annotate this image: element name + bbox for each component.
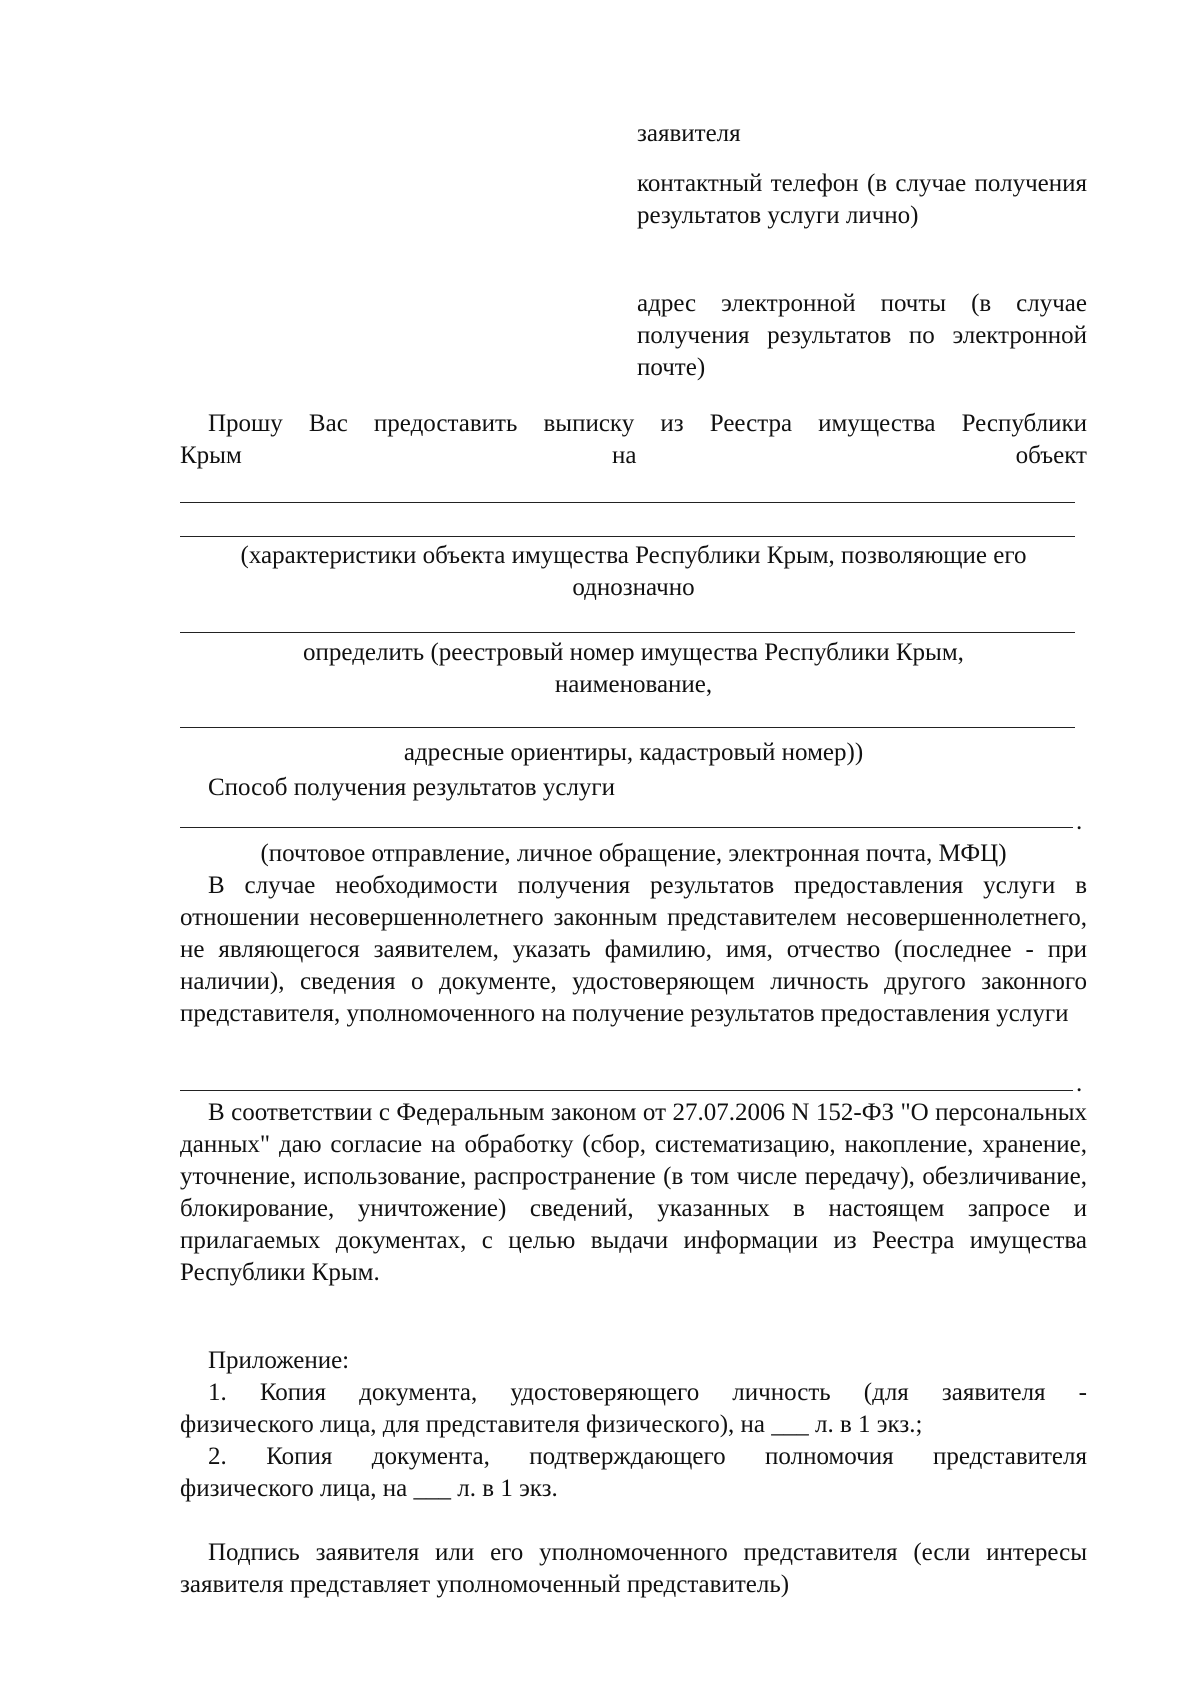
request-word-krym: Крым <box>180 442 242 469</box>
delivery-label: Способ получения результатов услуги <box>208 774 616 801</box>
request-word-na: на <box>612 442 637 469</box>
object-hint-2b: наименование, <box>554 671 713 698</box>
request-line-1: Прошу Вас предоставить выписку из Реестра имущества Республики <box>208 410 1087 437</box>
request-line-2 <box>180 440 1087 472</box>
applicant-email-field: адрес электронной почты (в случае получения результатов по электронной почте) <box>637 290 1087 381</box>
attachment-item-1-line-2: физического лица, для представителя физического), на ___ л. в 1 экз.; <box>180 1411 923 1438</box>
request-word-object: объект <box>1015 442 1087 469</box>
minor-representative-text: В случае необходимости получения результатов предоставления услуги в отношении несовершеннолетнего законным представителем несовершеннолетнего, не являющегося заявителем, указать фамилию, имя, отчество (последнее - при наличии), сведения о документе, удостоверяющем личность другого законного представителя, уполномоченного на получение результатов предоставления услуги <box>180 872 1087 1027</box>
applicant-phone-field: контактный телефон (в случае получения результатов услуги лично) <box>637 170 1087 229</box>
object-line-3[interactable] <box>180 632 1075 633</box>
object-line-1[interactable] <box>180 502 1075 503</box>
object-hint-2: определить (реестровый номер имущества Республики Крым, <box>303 639 964 666</box>
minor-line-end: . <box>1076 1070 1083 1097</box>
delivery-line[interactable] <box>180 827 1073 828</box>
delivery-line-end: . <box>1076 808 1083 835</box>
object-line-2[interactable] <box>180 536 1075 537</box>
object-hint-1: (характеристики объекта имущества Республики Крым, позволяющие его <box>240 542 1027 569</box>
attachment-item-1-line-1: 1. Копия документа, удостоверяющего личность (для заявителя - <box>208 1379 1087 1406</box>
signature-note: Подпись заявителя или его уполномоченного представителя (если интересы заявителя представляет уполномоченный представитель) <box>180 1539 1087 1598</box>
attachment-item-2-line-1: 2. Копия документа, подтверждающего полномочия представителя <box>208 1443 1087 1470</box>
attachment-item-2-line-2: физического лица, на ___ л. в 1 экз. <box>180 1475 558 1502</box>
object-hint-1b: однозначно <box>572 574 695 601</box>
applicant-label: заявителя <box>637 120 741 147</box>
attachments-heading: Приложение: <box>208 1347 350 1374</box>
delivery-hint: (почтовое отправление, личное обращение, электронная почта, МФЦ) <box>260 840 1007 867</box>
minor-representative-line[interactable] <box>180 1090 1073 1091</box>
object-line-4[interactable] <box>180 727 1075 728</box>
consent-text: В соответствии с Федеральным законом от 27.07.2006 N 152-ФЗ "О персональных данных" даю согласие на обработку (сбор, систематизацию, накопление, хранение, уточнение, использование, распространение (в том числе передачу), обезличивание, блокирование, уничтожение) сведений, указанных в настоящем запросе и прилагаемых документах, с целью выдачи информации из Реестра имущества Республики Крым. <box>180 1099 1087 1286</box>
object-hint-3: адресные ориентиры, кадастровый номер)) <box>403 739 864 766</box>
